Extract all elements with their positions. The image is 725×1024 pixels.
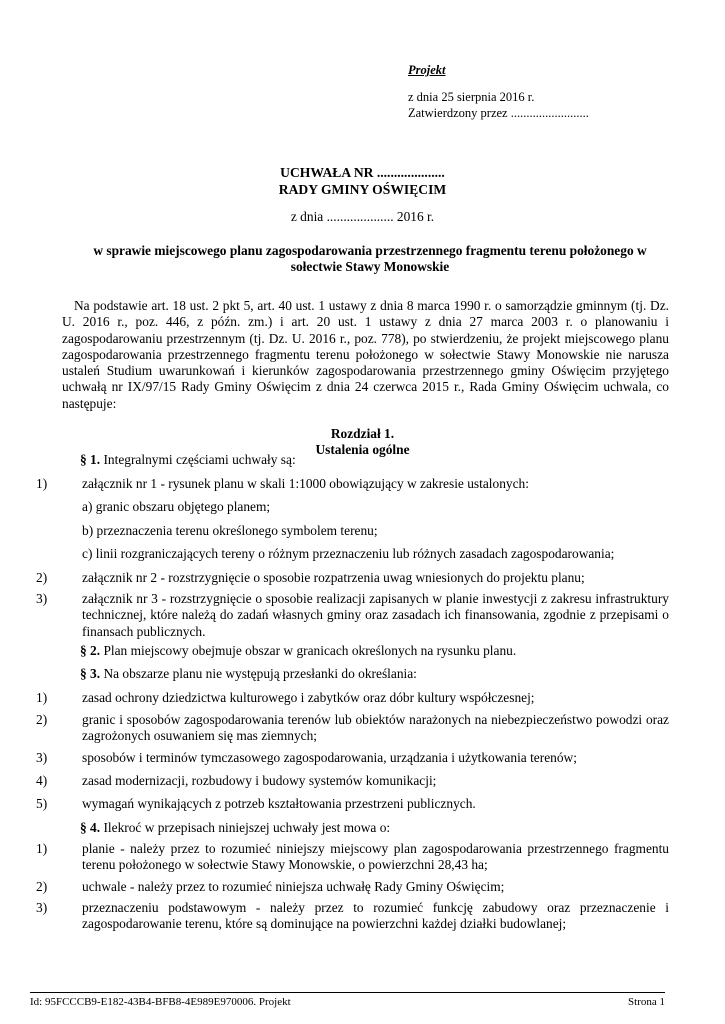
list-item-number: 4) <box>36 773 48 788</box>
list-item-number: 1) <box>36 690 48 705</box>
resolution-subject: w sprawie miejscowego planu zagospodarowania przestrzennego fragmentu terenu położonego w sołectwie Stawy Monowskie <box>93 243 647 274</box>
resolution-number: UCHWAŁA NR .................... <box>280 165 445 180</box>
footer-divider <box>30 992 665 993</box>
list-item <box>36 570 669 586</box>
list-item-text: załącznik nr 3 - rozstrzygnięcie o sposobie realizacji zapisanych w planie inwestycji z zakresu infrastruktury technicznej, które należą do zadań własnych gminy oraz zasadach ich finansowania, zgodnie z przepisami o finansach publicznych. <box>82 591 669 639</box>
list-item-number: 3) <box>36 750 48 765</box>
section-2-text: Plan miejscowy obejmuje obszar w granicach określonych na rysunku planu. <box>100 643 517 658</box>
council-name: RADY GMINY OŚWIĘCIM <box>278 182 447 197</box>
list-item-text: zasad modernizacji, rozbudowy i budowy systemów komunikacji; <box>82 773 437 788</box>
list-item-text: planie - należy przez to rozumieć niniejszy miejscowy plan zagospodarowania przestrzennego fragmentu terenu położonego w sołectwie Stawy Monowskie, o powierzchni 28,43 ha; <box>82 841 669 873</box>
list-item <box>36 796 669 812</box>
list-item <box>36 841 669 874</box>
section-3-text: Na obszarze planu nie występują przesłanki do określania: <box>100 666 417 681</box>
section-4-text: Ilekroć w przepisach niniejszej uchwały jest mowa o: <box>100 820 391 835</box>
list-item-number: 2) <box>36 712 48 727</box>
list-item <box>36 773 669 789</box>
section-3 <box>80 666 417 682</box>
list-item-number: 1) <box>36 841 48 856</box>
list-item-number: 5) <box>36 796 48 811</box>
list-item-number: 3) <box>36 591 48 606</box>
section-1-mark: § 1. <box>80 452 101 467</box>
chapter-title: Ustalenia ogólne <box>315 442 410 457</box>
sub-item: a) granic obszaru objętego planem; <box>82 499 271 514</box>
section-4 <box>80 820 390 836</box>
list-item <box>36 712 669 745</box>
list-item-text: uchwale - należy przez to rozumieć niniejsza uchwałę Rady Gminy Oświęcim; <box>82 879 505 894</box>
section-2 <box>80 643 516 659</box>
list-item <box>36 750 669 766</box>
preamble: Na podstawie art. 18 ust. 2 pkt 5, art. 40 ust. 1 ustawy z dnia 8 marca 1990 r. o samorządzie gminnym (tj. Dz. U. 2016 r., poz. 446, z późn. zm.) i art. 20 ust. 1 ustawy z dnia 27 marca 2003 r. o planowaniu i zagospodarowaniu przestrzennym (tj. Dz. U. 2016 r., poz. 778), po stwierdzeniu, że projekt miejscowego planu zagospodarowania przestrzennego fragmentu terenu położonego w sołectwie Stawy Monowskie nie narusza ustaleń Studium uwarunkowań i kierunków zagospodarowania przestrzennego gminy Oświęcim przyjętego uchwałą nr IX/97/15 Rady Gminy Oświęcim z dnia 24 czerwca 2015 r., Rada Gminy Oświęcim uchwala, co następuje: <box>62 298 669 411</box>
resolution-date: z dnia .................... 2016 r. <box>290 209 435 224</box>
document-id: Id: 95FCCCB9-E182-43B4-BFB8-4E989E970006. Projekt <box>30 996 291 1008</box>
draft-label: Projekt <box>408 63 446 77</box>
list-item-number: 1) <box>36 476 48 491</box>
list-item <box>36 591 669 640</box>
list-item-text: załącznik nr 1 - rysunek planu w skali 1:1000 obowiązujący w zakresie ustalonych: <box>82 476 529 491</box>
list-item-text: sposobów i terminów tymczasowego zagospodarowania, urządzania i użytkowania terenów; <box>82 750 577 765</box>
section-1-text: Integralnymi częściami uchwały są: <box>100 452 296 467</box>
section-3-mark: § 3. <box>80 666 101 681</box>
sub-item: b) przeznaczenia terenu określonego symbolem terenu; <box>82 523 378 538</box>
sub-item: c) linii rozgraniczających tereny o różnym przeznaczeniu lub różnych zasadach zagospodarowania; <box>82 546 615 561</box>
list-item-text: przeznaczeniu podstawowym - należy przez to rozumieć funkcję zabudowy oraz przeznaczenie i zagospodarowanie terenu, które są dominujące na powierzchni każdej działki budowlanej; <box>82 900 669 932</box>
list-item-text: zasad ochrony dziedzictwa kulturowego i zabytków oraz dóbr kultury współczesnej; <box>82 690 535 705</box>
list-item-number: 2) <box>36 879 48 894</box>
page-number: Strona 1 <box>628 996 665 1008</box>
list-item-number: 3) <box>36 900 48 915</box>
list-item <box>36 879 669 895</box>
approved-by-line: Zatwierdzony przez ......................... <box>408 106 589 120</box>
list-item-number: 2) <box>36 570 48 585</box>
list-item <box>36 476 669 492</box>
list-item <box>36 690 669 706</box>
chapter-label: Rozdział 1. <box>330 426 395 441</box>
draft-date: z dnia 25 sierpnia 2016 r. <box>408 90 535 104</box>
list-item-text: załącznik nr 2 - rozstrzygnięcie o sposobie rozpatrzenia uwag wniesionych do projektu planu; <box>82 570 585 585</box>
section-1 <box>80 452 296 468</box>
list-item <box>36 900 669 933</box>
section-4-mark: § 4. <box>80 820 101 835</box>
list-item-text: wymagań wynikających z potrzeb kształtowania przestrzeni publicznych. <box>82 796 476 811</box>
section-2-mark: § 2. <box>80 643 101 658</box>
list-item-text: granic i sposobów zagospodarowania terenów lub obiektów narażonych na niebezpieczeństwo powodzi oraz zagrożonych osuwaniem się mas ziemnych; <box>82 712 669 744</box>
